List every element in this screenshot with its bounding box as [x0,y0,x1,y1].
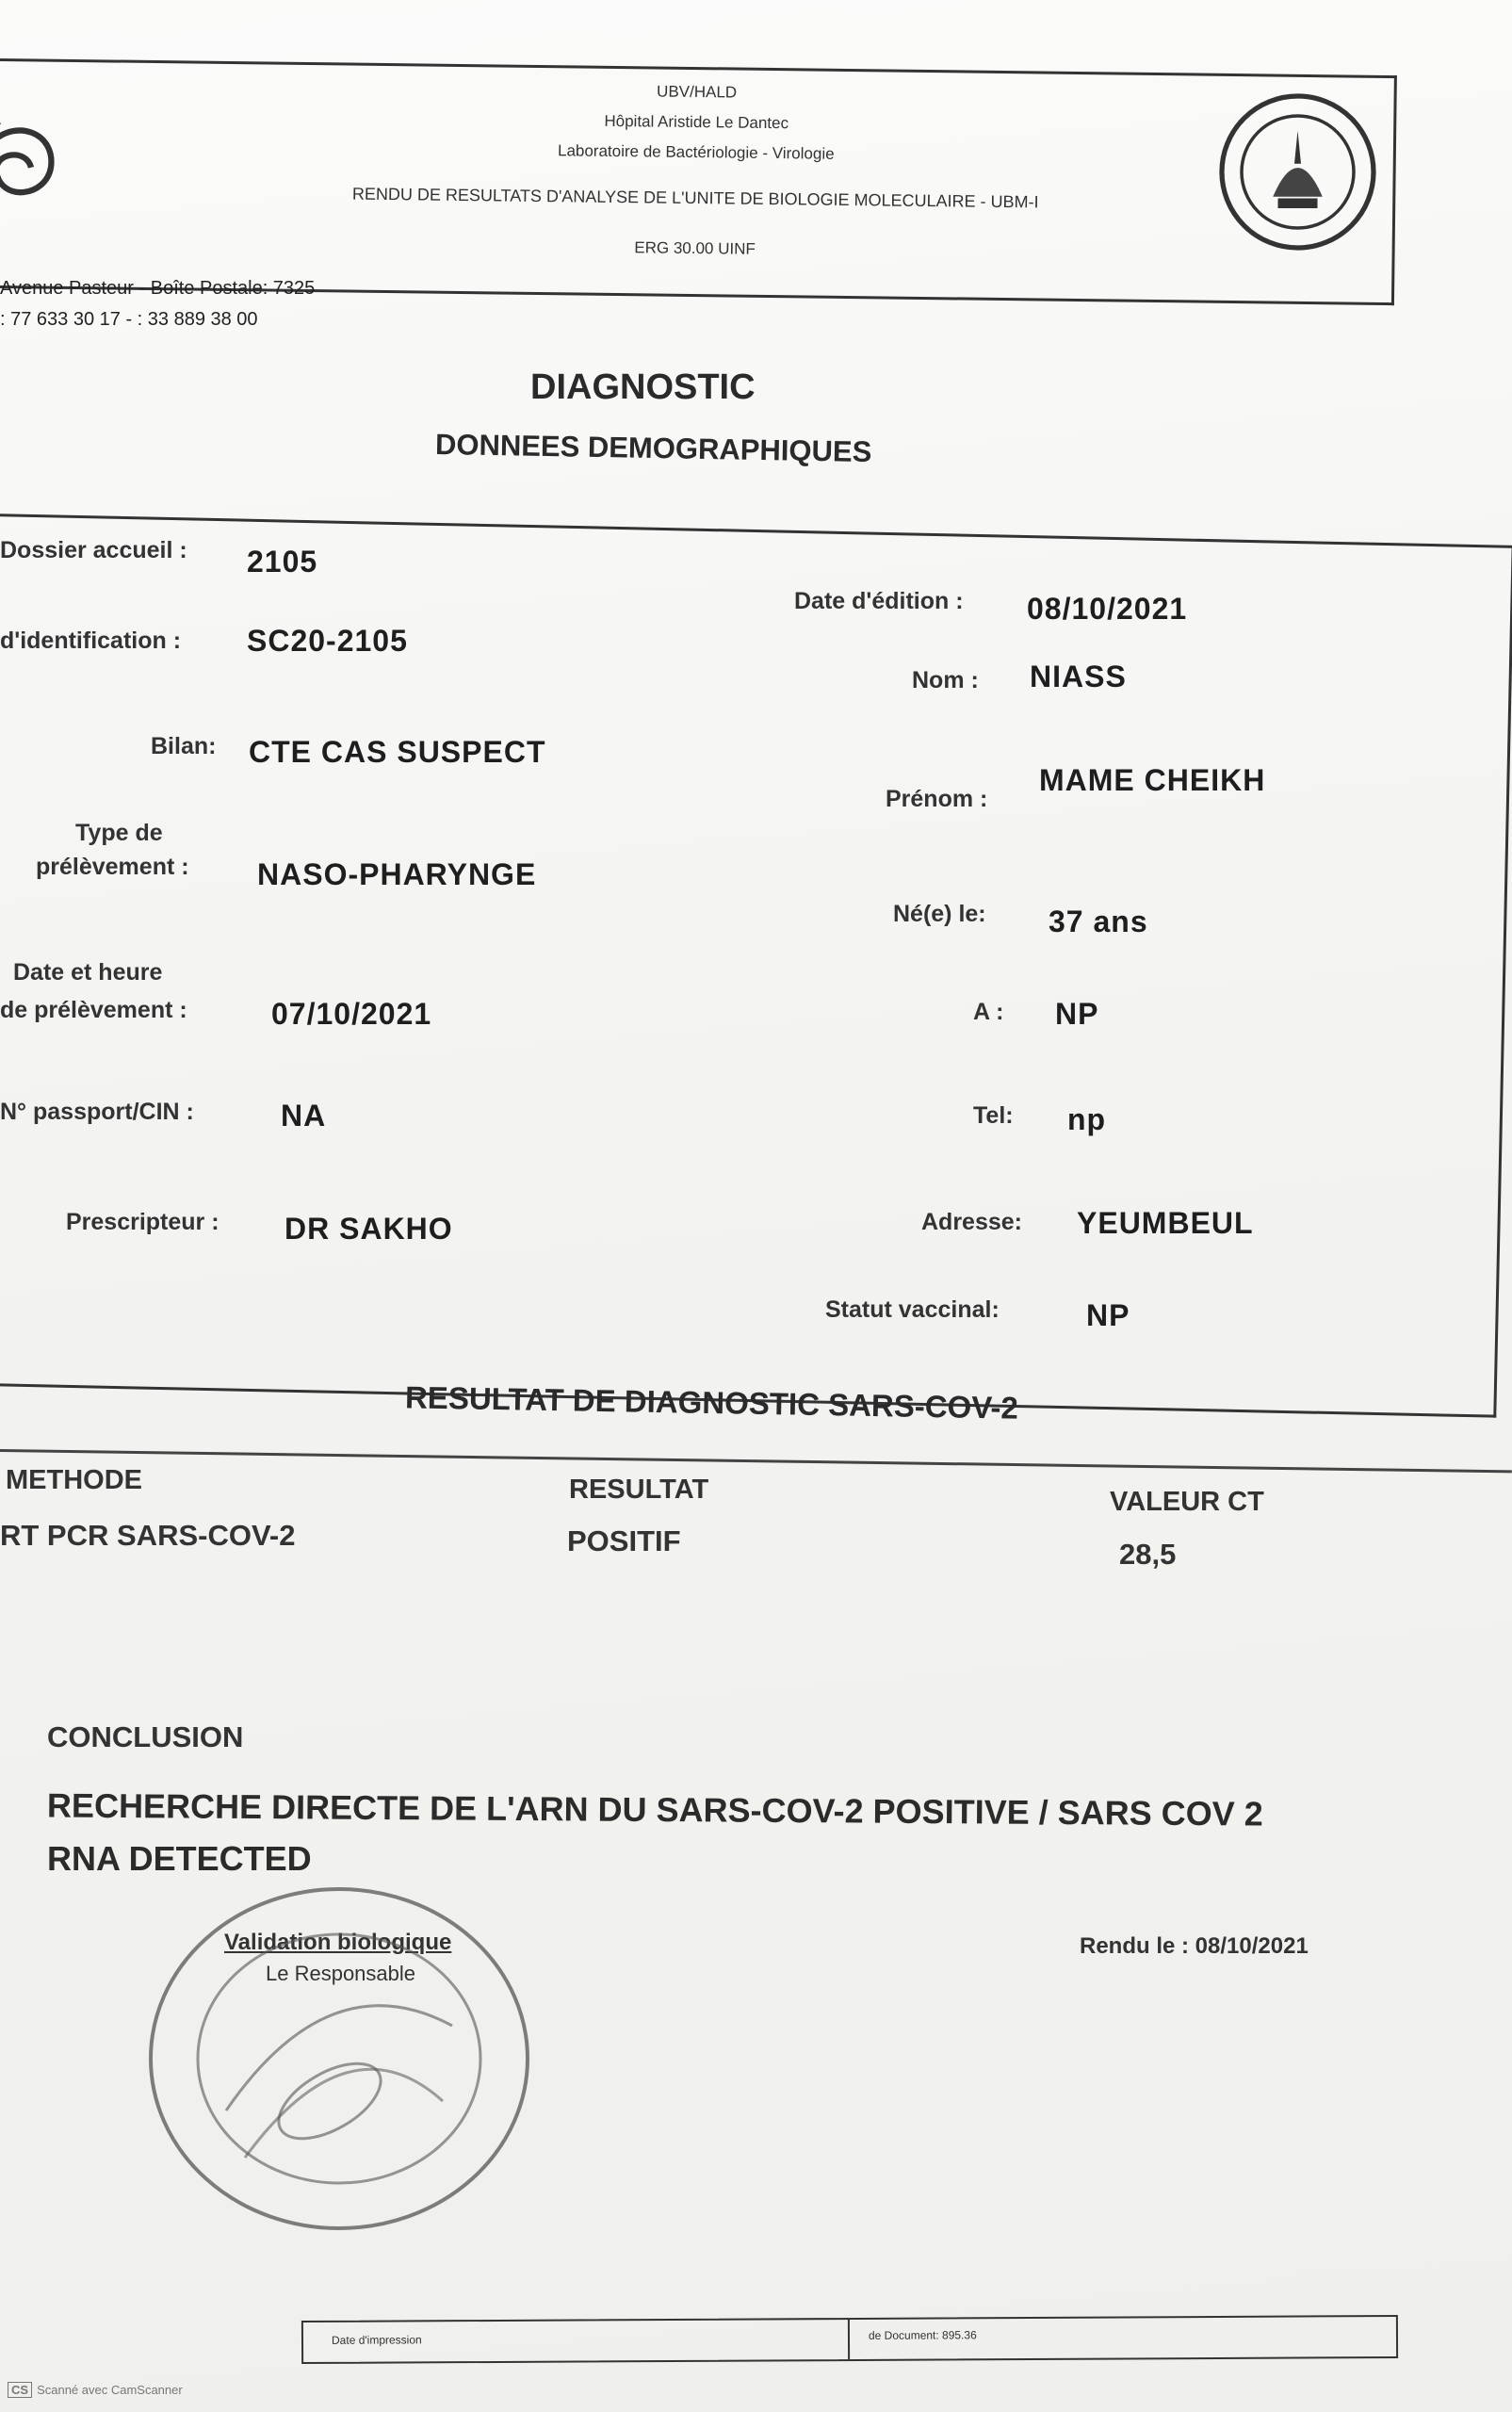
header-ref: ERG 30.00 UINF [634,238,756,258]
ne-label: Né(e) le: [893,901,986,927]
edition-label: Date d'édition : [794,588,964,614]
ne-value: 37 ans [1049,904,1148,938]
adresse-label: Adresse: [921,1209,1022,1235]
type-label-2: prélèvement : [36,854,189,880]
statut-label: Statut vaccinal: [825,1296,1000,1323]
header-hospital: Hôpital Aristide Le Dantec [604,111,789,133]
statut-value: NP [1086,1298,1130,1332]
camscanner-text: Scanné avec CamScanner [37,2383,183,2397]
university-seal-icon [1215,90,1380,254]
a-label: A : [973,999,1004,1025]
header-report-title: RENDU DE RESULTATS D'ANALYSE DE L'UNITE DE BIOLOGIE MOLECULAIRE - UBM-I [351,184,1039,212]
conclusion-heading: CONCLUSION [47,1720,244,1753]
footer-box [301,2315,1398,2364]
rendu-date: Rendu le : 08/10/2021 [1080,1933,1309,1959]
footer-left-text: Date d'impression [331,2333,422,2347]
hospital-logo-icon [0,113,71,212]
header-lab: Laboratoire de Bactériologie - Virologie [557,141,835,163]
camscanner-logo-icon: CS [8,2382,32,2398]
official-stamp-icon [141,1875,537,2242]
nom-value: NIASS [1030,660,1127,693]
prescripteur-value: DR SAKHO [285,1212,453,1246]
bilan-label: Bilan: [151,733,217,759]
date-label-2: de prélèvement : [0,997,187,1023]
camscanner-watermark [8,2382,183,2398]
address-line-2: : 77 633 30 17 - : 33 889 38 00 [0,309,258,330]
ct-header: VALEUR CT [1110,1487,1264,1517]
validation-label: Validation biologique [224,1930,452,1955]
date-label-1: Date et heure [13,959,163,986]
address-line-1: Avenue Pasteur - Boîte Postale: 7325 [0,278,316,299]
conclusion-line-1: RECHERCHE DIRECTE DE L'ARN DU SARS-COV-2 POSITIVE / SARS COV 2 [46,1785,1263,1833]
date-value: 07/10/2021 [271,997,432,1031]
ct-value: 28,5 [1119,1538,1177,1571]
dossier-label: Dossier accueil : [0,537,187,563]
result-divider [0,1449,1512,1473]
resultat-header: RESULTAT [569,1475,709,1505]
footer-divider [848,2320,850,2359]
a-value: NP [1055,997,1099,1031]
type-value: NASO-PHARYNGE [257,857,537,891]
header-box [0,58,1397,305]
footer-right-text: de Document: 895.36 [868,2328,977,2342]
prenom-label: Prénom : [886,786,988,812]
methode-header: METHODE [6,1465,142,1495]
edition-value: 08/10/2021 [1027,592,1188,626]
prescripteur-label: Prescripteur : [66,1209,219,1235]
nom-label: Nom : [912,667,979,693]
tel-value: np [1067,1102,1107,1136]
dossier-value: 2105 [247,545,318,579]
passport-label: N° passport/CIN : [0,1099,194,1125]
bilan-value: CTE CAS SUSPECT [249,735,546,769]
methode-value: RT PCR SARS-COV-2 [0,1519,296,1552]
prenom-value: MAME CHEIKH [1039,763,1266,797]
header-org: UBV/HALD [656,82,738,102]
adresse-value: YEUMBEUL [1077,1206,1254,1240]
id-label: d'identification : [0,627,182,654]
page-title: DIAGNOSTIC [530,367,756,407]
tel-label: Tel: [973,1102,1014,1129]
demographics-box [0,513,1512,1418]
result-title: RESULTAT DE DIAGNOSTIC SARS-COV-2 [404,1379,1019,1426]
resultat-value: POSITIF [567,1524,681,1557]
conclusion-line-2: RNA DETECTED [47,1839,312,1878]
responsable-label: Le Responsable [266,1962,416,1985]
passport-value: NA [281,1099,327,1133]
type-label-1: Type de [75,820,163,846]
page-subtitle: DONNEES DEMOGRAPHIQUES [434,427,872,469]
id-value: SC20-2105 [247,624,408,658]
